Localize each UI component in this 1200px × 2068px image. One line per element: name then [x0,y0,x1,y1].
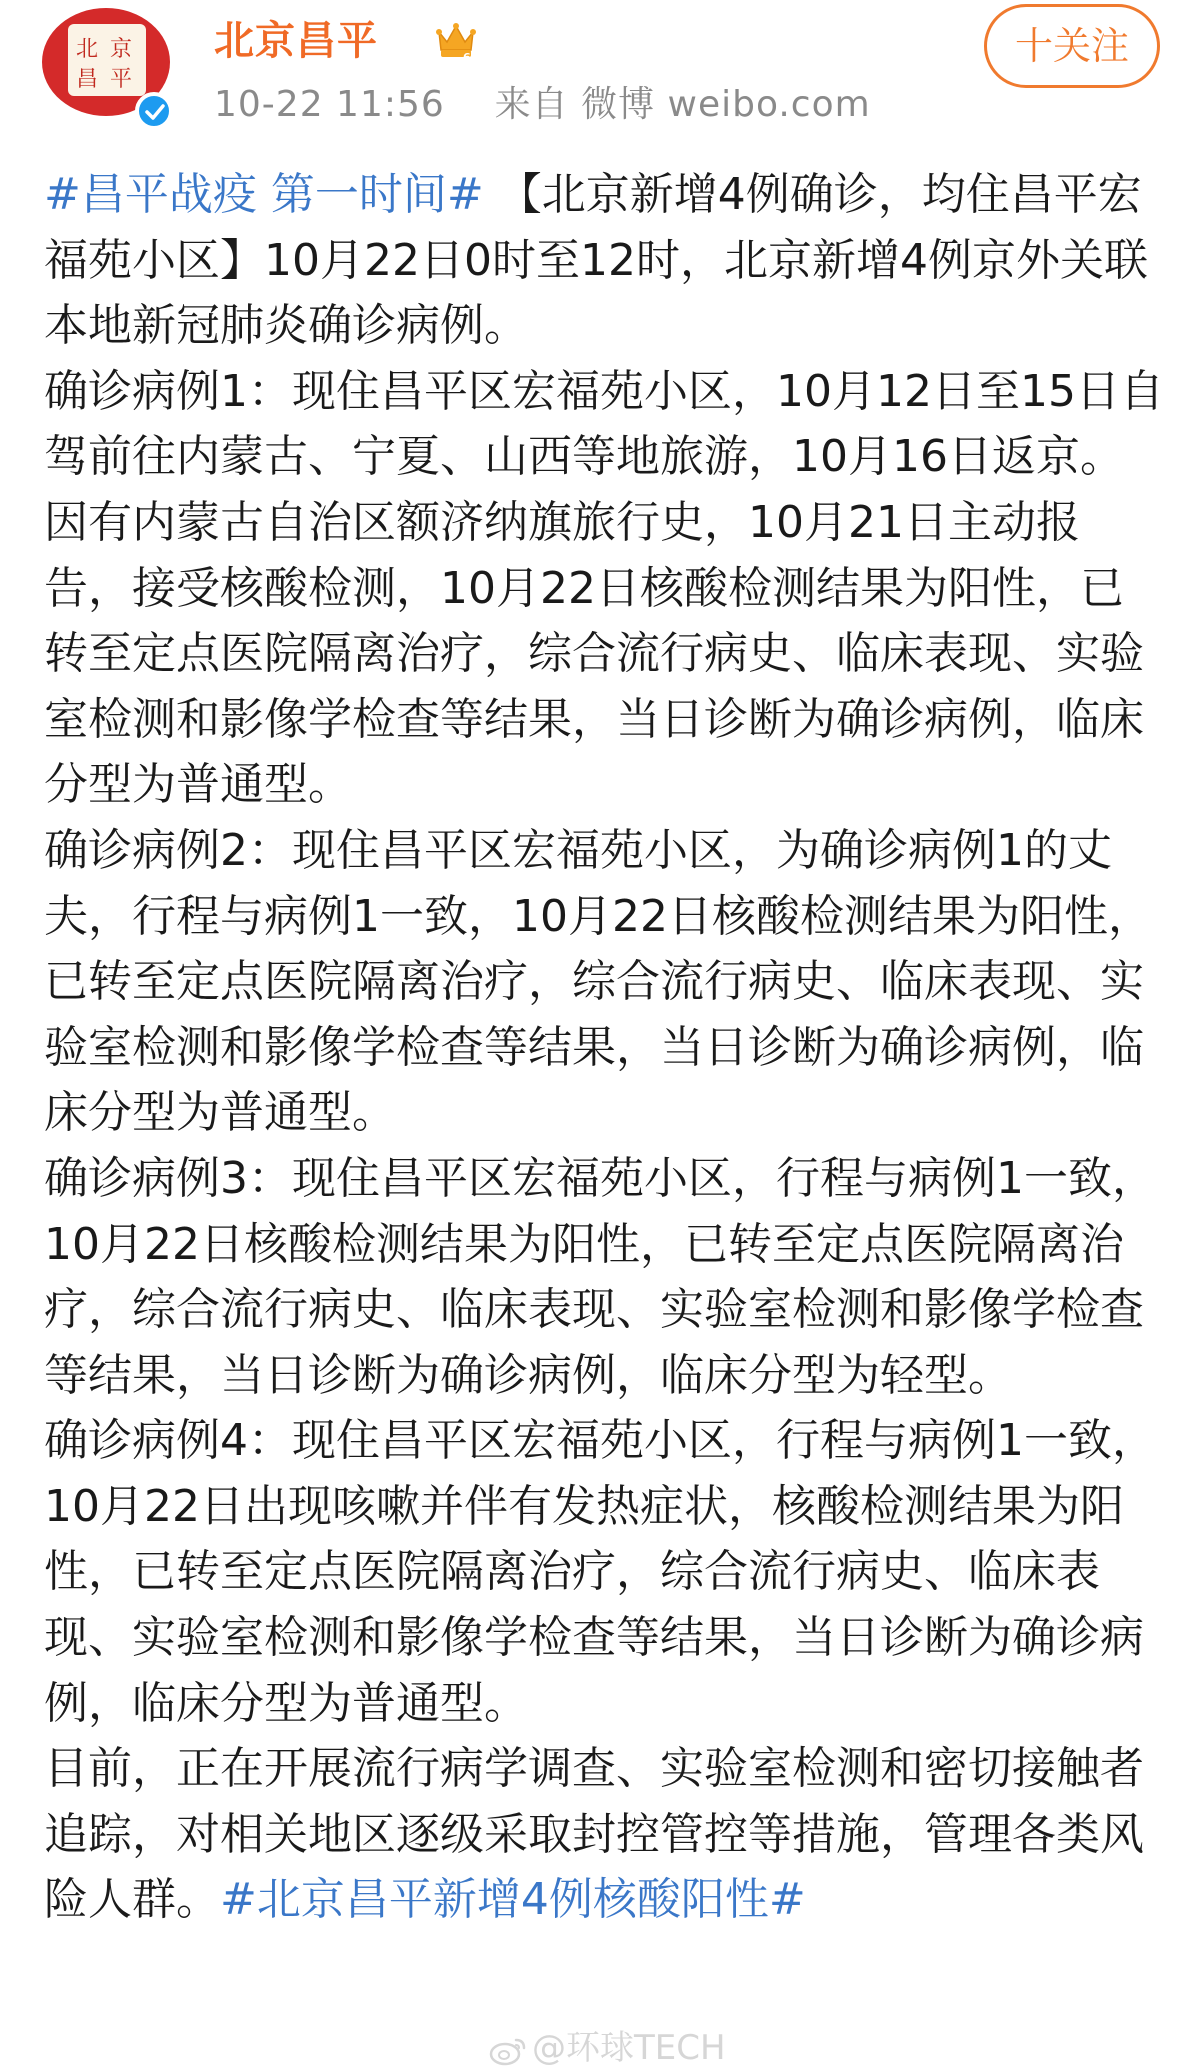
post-source[interactable]: 微博 weibo.com [581,84,871,125]
weibo-logo-icon [488,2034,528,2066]
case-1-paragraph: 确诊病例1：现住昌平区宏福苑小区，10月12日至15日自驾前往内蒙古、宁夏、山西等地旅游，10月16日返京。因有内蒙古自治区额济纳旗旅行史，10月21日主动报告，接受核酸检测，10月22日核酸检测结果为阳性，已转至定点医院隔离治疗，综合流行病史、临床表现、实验室检测和影像学检查等结果，当日诊断为确诊病例，临床分型为普通型。 [44,365,1164,811]
post-intro: 【北京新增4例确诊，均住昌平宏福苑小区】10月22日0时至12时，北京新增4例京外关联本地新冠肺炎确诊病例。 [44,169,1148,352]
watermark [488,2028,726,2068]
follow-button[interactable]: 十关注 [984,4,1160,88]
svg-text:昌: 昌 [76,67,101,92]
case-3-paragraph: 确诊病例3：现住昌平区宏福苑小区，行程与病例1一致，10月22日核酸检测结果为阳性，已转至定点医院隔离治疗，综合流行病史、临床表现、实验室检测和影像学检查等结果，当日诊断为确诊病例，临床分型为轻型。 [44,1152,1156,1401]
svg-text:平: 平 [110,67,135,92]
closing-paragraph: 目前，正在开展流行病学调查、实验室检测和密切接触者追踪，对相关地区逐级采取封控管控等措施，管理各类风险人群。 [44,1743,1144,1926]
topic-hashtag[interactable]: #昌平战疫 第一时间# [44,169,484,220]
closing-hashtag[interactable]: #北京昌平新增4例核酸阳性# [220,1874,806,1926]
post-time: 10-22 11:56 [214,84,445,125]
verified-icon [135,92,173,130]
avatar-logo [68,24,146,96]
account-name[interactable]: 北京昌平 [214,18,378,64]
watermark-text: @环球TECH [532,2028,726,2068]
post-body [44,162,1164,1933]
svg-text:京: 京 [110,37,135,62]
case-4-paragraph: 确诊病例4：现住昌平区宏福苑小区，行程与病例1一致，10月22日出现咳嗽并伴有发热症状，核酸检测结果为阳性，已转至定点医院隔离治疗，综合流行病史、临床表现、实验室检测和影像学检查等结果，当日诊断为确诊病例，临床分型为普通型。 [44,1415,1156,1729]
post-header [0,0,1200,140]
crown-icon [433,18,479,62]
avatar-seal-icon [68,30,146,96]
post-meta [214,82,871,128]
svg-text:6: 6 [463,51,471,62]
source-prefix: 来自 [494,84,569,125]
svg-text:北: 北 [76,37,101,62]
case-2-paragraph: 确诊病例2：现住昌平区宏福苑小区，为确诊病例1的丈夫，行程与病例1一致，10月22日核酸检测结果为阳性，已转至定点医院隔离治疗，综合流行病史、临床表现、实验室检测和影像学检查等结果，当日诊断为确诊病例，临床分型为普通型。 [44,824,1152,1139]
